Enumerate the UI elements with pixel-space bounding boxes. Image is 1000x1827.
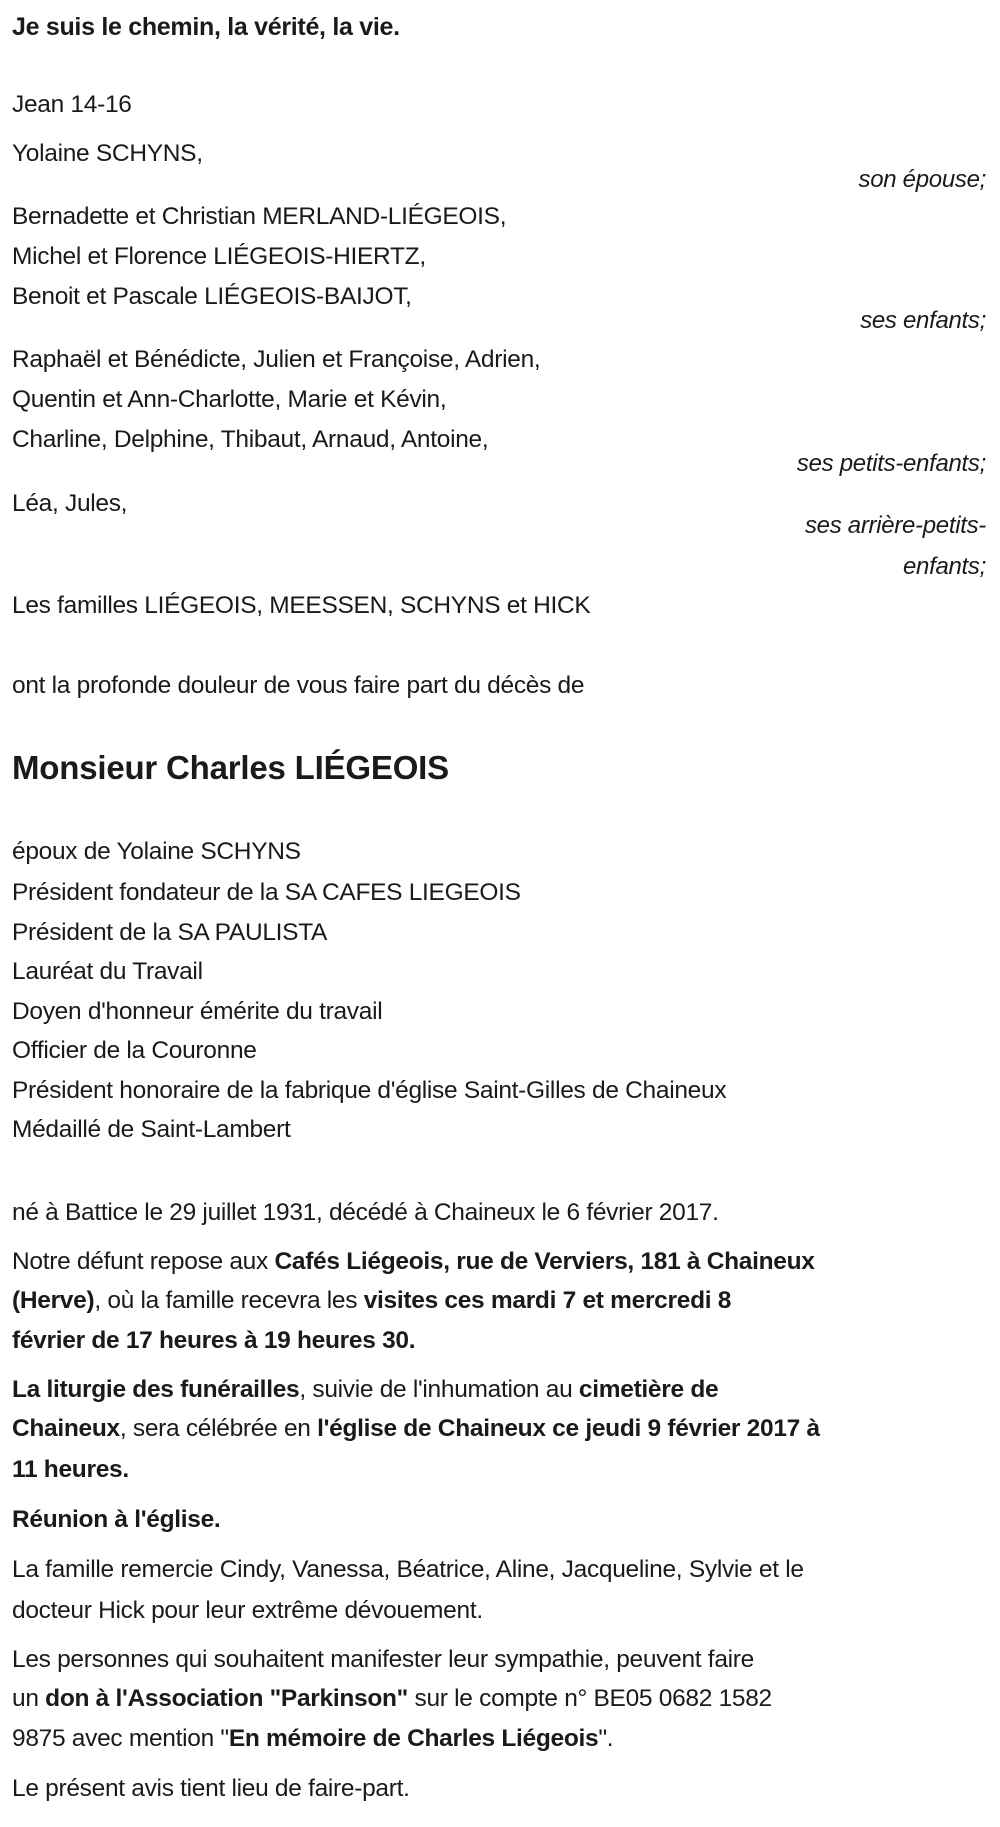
text: , où la famille recevra les — [94, 1287, 364, 1314]
relation-label: ses enfants; — [860, 307, 986, 334]
title-line: Doyen d'honneur émérite du travail — [12, 998, 383, 1025]
visit-days: visites ces mardi 7 et mercredi 8 — [363, 1287, 732, 1314]
donation-line — [12, 1724, 613, 1754]
visitation-line — [12, 1247, 815, 1277]
title-line: Président fondateur de la SA CAFES LIEGEOIS — [12, 879, 521, 906]
title-line: Lauréat du Travail — [12, 958, 203, 985]
great-grandchildren: Léa, Jules, — [12, 490, 128, 517]
spouse-name: Yolaine SCHYNS, — [12, 140, 203, 167]
funeral-line — [12, 1414, 820, 1444]
verse-reference: Jean 14-16 — [12, 91, 132, 118]
text: un — [12, 1685, 46, 1712]
grandchildren-line: Raphaël et Bénédicte, Julien et Françoise, Adrien, — [12, 346, 541, 373]
text: ". — [598, 1725, 614, 1752]
closing-note: Le présent avis tient lieu de faire-part. — [12, 1775, 410, 1802]
child-name: Michel et Florence LIÉGEOIS-HIERTZ, — [12, 243, 426, 270]
address: Cafés Liégeois, rue de Verviers, 181 à Chaineux — [274, 1248, 815, 1275]
donation-association: don à l'Association "Parkinson" — [45, 1685, 409, 1712]
announcement: ont la profonde douleur de vous faire part du décès de — [12, 672, 585, 699]
grandchildren-line: Quentin et Ann-Charlotte, Marie et Kévin, — [12, 386, 447, 413]
town: (Herve) — [12, 1287, 95, 1314]
funeral-line — [12, 1455, 129, 1485]
verse-quote: Je suis le chemin, la vérité, la vie. — [12, 13, 400, 41]
meeting-text: Réunion à l'église. — [12, 1506, 221, 1533]
church-date: l'église de Chaineux ce jeudi 9 février 2017 à — [317, 1415, 820, 1442]
extended-families: Les familles LIÉGEOIS, MEESSEN, SCHYNS et HICK — [12, 592, 591, 619]
child-name: Benoit et Pascale LIÉGEOIS-BAIJOT, — [12, 283, 412, 310]
title-line: époux de Yolaine SCHYNS — [12, 838, 301, 865]
cemetery-town: Chaineux — [12, 1415, 120, 1442]
liturgy: La liturgie des funérailles — [12, 1376, 300, 1403]
title-line: Président honoraire de la fabrique d'église Saint-Gilles de Chaineux — [12, 1077, 727, 1104]
funeral-line — [12, 1375, 718, 1405]
relation-label: ses petits-enfants; — [796, 450, 986, 477]
title-line: Médaillé de Saint-Lambert — [12, 1116, 291, 1143]
meeting-note — [12, 1505, 220, 1535]
cemetery: cimetière de — [578, 1376, 719, 1403]
text: , suivie de l'inhumation au — [299, 1376, 579, 1403]
donation-mention: En mémoire de Charles Liégeois — [228, 1725, 599, 1752]
title-line: Officier de la Couronne — [12, 1037, 257, 1064]
relation-label: son épouse; — [858, 166, 986, 193]
relation-label: ses arrière-petits- — [804, 512, 986, 539]
donation-line: Les personnes qui souhaitent manifester leur sympathie, peuvent faire — [12, 1646, 754, 1673]
text: 9875 avec mention " — [12, 1725, 229, 1752]
thanks-line: docteur Hick pour leur extrême dévouement. — [12, 1597, 483, 1624]
visitation-line — [12, 1326, 415, 1356]
text: , sera célébrée en — [119, 1415, 318, 1442]
grandchildren-line: Charline, Delphine, Thibaut, Arnaud, Antoine, — [12, 426, 489, 453]
thanks-line: La famille remercie Cindy, Vanessa, Béatrice, Aline, Jacqueline, Sylvie et le — [12, 1556, 804, 1583]
title-line: Président de la SA PAULISTA — [12, 919, 328, 946]
deceased-name: Monsieur Charles LIÉGEOIS — [12, 749, 449, 786]
text: Notre défunt repose aux — [12, 1248, 275, 1275]
visit-hours: février de 17 heures à 19 heures 30. — [12, 1327, 416, 1354]
child-name: Bernadette et Christian MERLAND-LIÉGEOIS, — [12, 203, 507, 230]
account-number: sur le compte n° BE05 0682 1582 — [408, 1685, 772, 1712]
birth-death: né à Battice le 29 juillet 1931, décédé à Chaineux le 6 février 2017. — [12, 1199, 719, 1226]
relation-label: enfants; — [903, 553, 986, 580]
donation-line — [12, 1684, 772, 1714]
funeral-time: 11 heures. — [12, 1456, 129, 1483]
visitation-line — [12, 1286, 731, 1316]
